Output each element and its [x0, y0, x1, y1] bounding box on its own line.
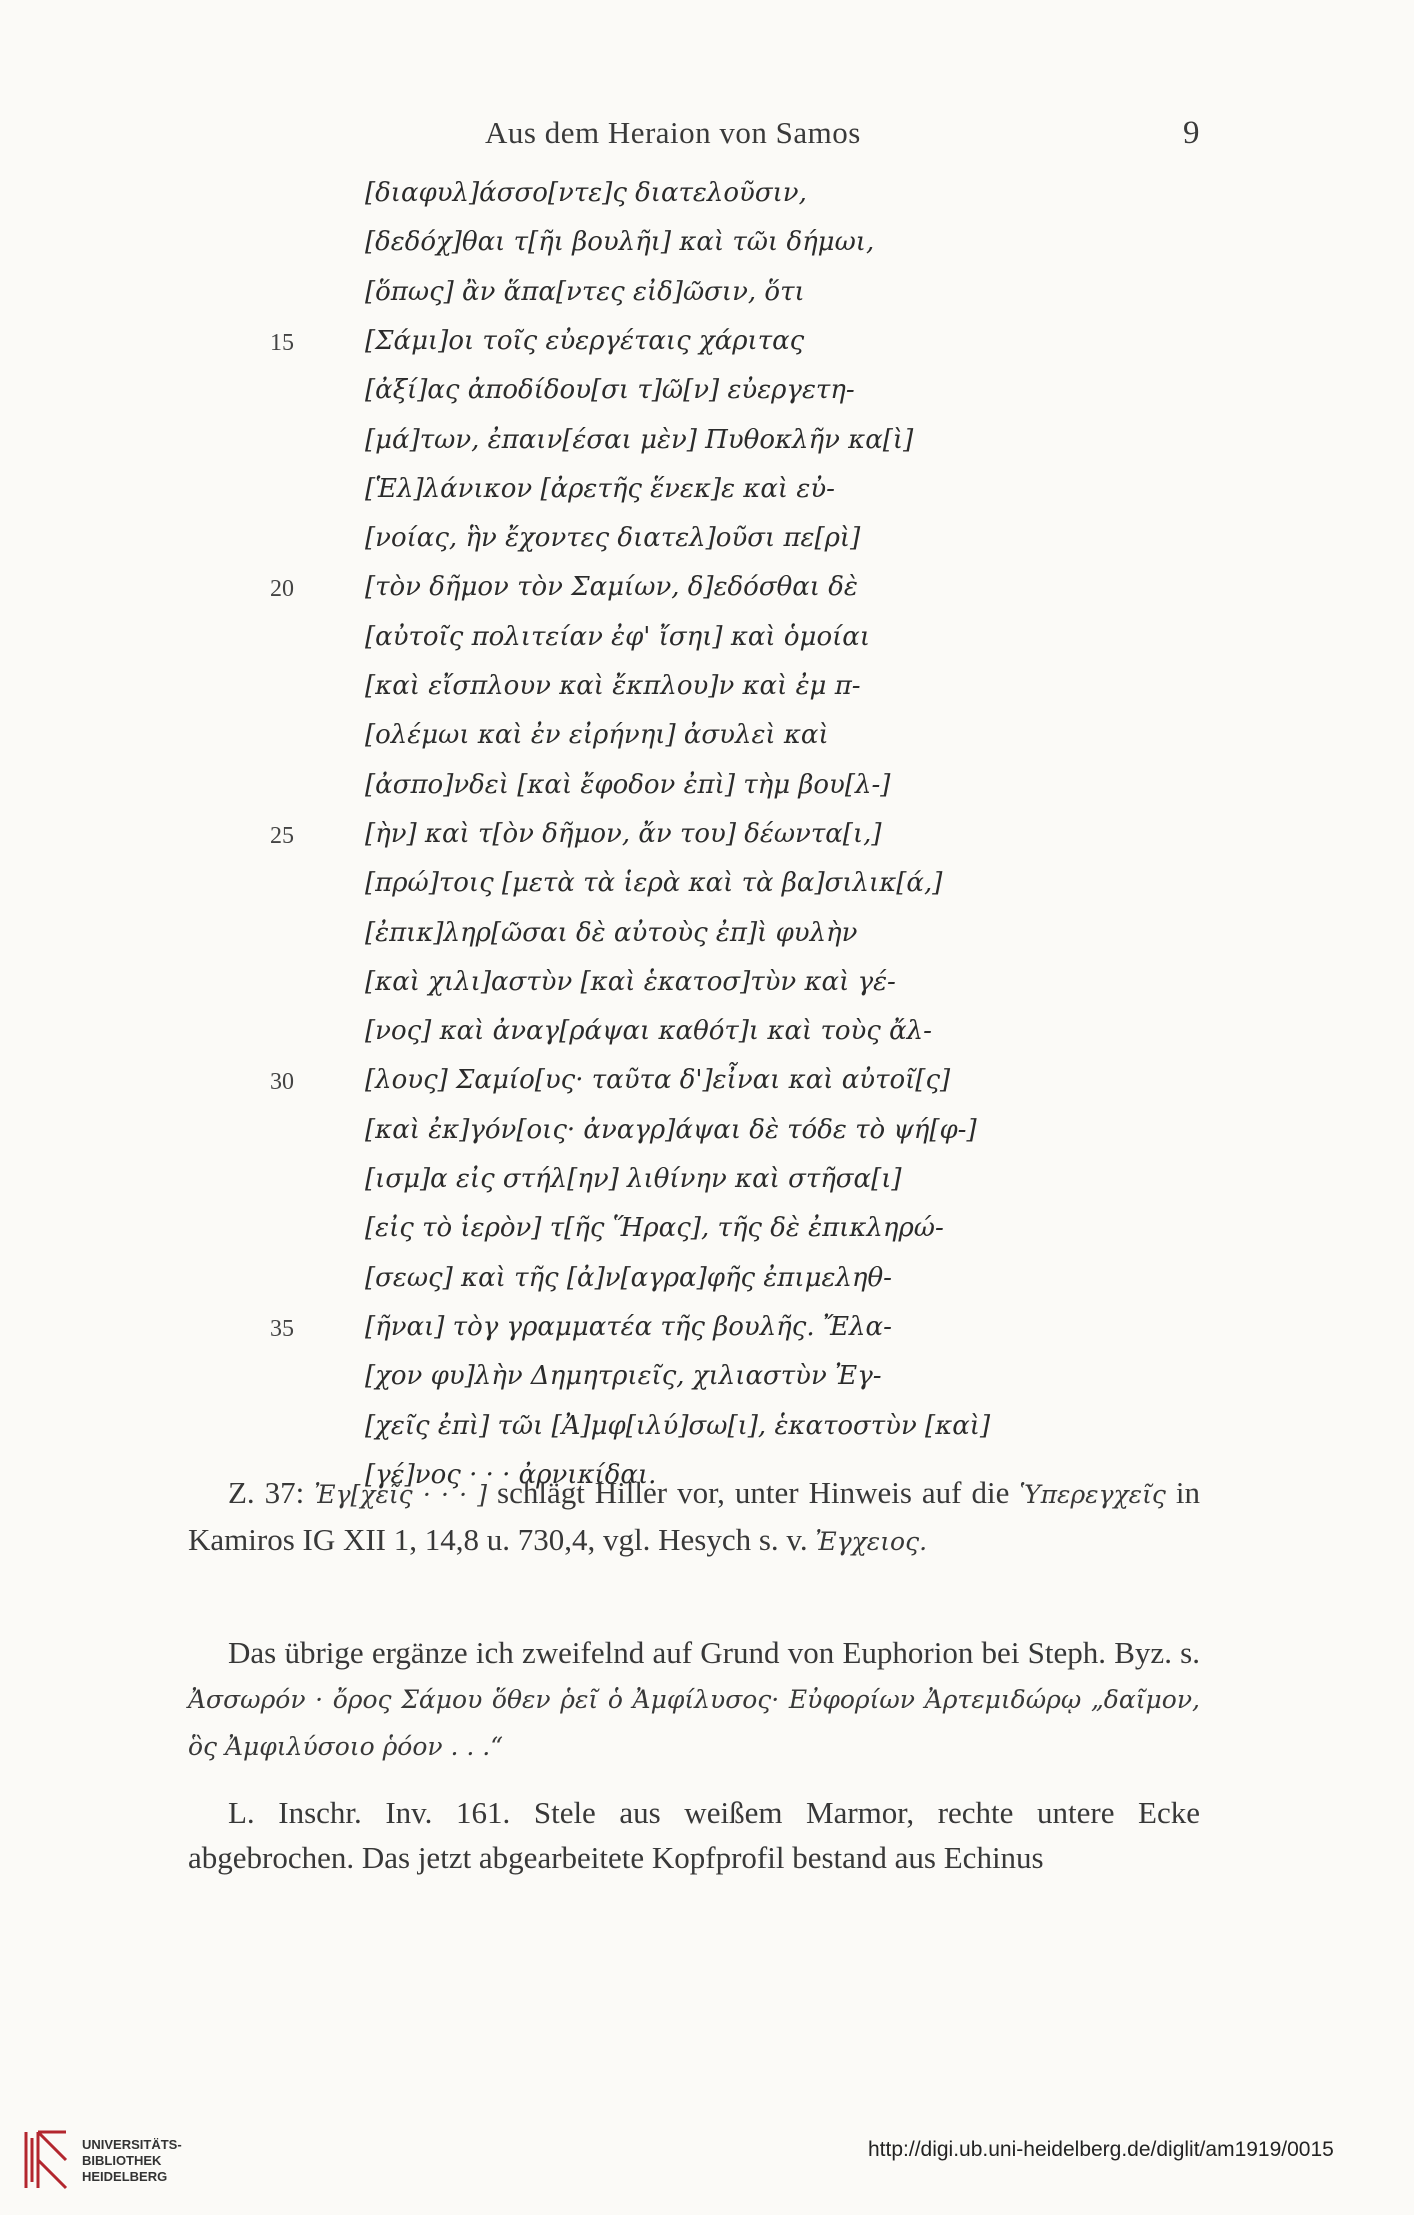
inscription-line [0, 910, 1414, 954]
greek-quote: Ἀσσωρόν · ὄρος Σάμου ὅθεν ῥεῖ ὁ Ἀμφίλυσος· Εὐφορίων Ἀρτεμιδώρῳ „δαῖμον, ὃς Ἀμφιλύσοιο ῥόον . . .“ [188, 1685, 1200, 1761]
inscription-text-line: [ἐπικ]ληρ[ῶσαι δὲ αὐτοὺς ἐπ]ὶ φυλὴν [365, 917, 858, 948]
note-text: schlägt Hiller vor, unter Hinweis auf die [487, 1475, 1010, 1510]
inscription-text-line: [τὸν δῆμον τὸν Σαμίων, δ]εδόσθαι δὲ [365, 572, 858, 603]
inscription-line [0, 318, 1414, 362]
inscription-line [0, 564, 1414, 608]
inscription-line [0, 663, 1414, 707]
inscription-line [0, 1304, 1414, 1348]
inscription-text-line: [καὶ ἐκ]γόν[οις· ἀναγρ]άψαι δὲ τόδε τὸ ψή[φ-] [365, 1114, 977, 1145]
inscription-line [0, 1008, 1414, 1052]
greek-term: Ἐγ[χεῖς · · · ] [314, 1480, 488, 1509]
inscription-text-line: [ἀσπο]νδεὶ [καὶ ἔφοδον ἐπὶ] τὴμ βου[λ-] [365, 769, 891, 800]
inscription-line [0, 762, 1414, 806]
line-number: 15 [270, 329, 294, 356]
running-title: Aus dem Heraion von Samos [485, 115, 861, 150]
line-number: 25 [270, 822, 294, 849]
inscription-line [0, 1205, 1414, 1249]
line-number: 30 [270, 1069, 294, 1096]
inscription-text-line: [ισμ]α εἰς στήλ[ην] λιθίνην καὶ στῆσα[ι] [365, 1164, 902, 1194]
inscription-text-line: [ὴν] καὶ τ[ὸν δῆμον, ἄν του] δέωντα[ι,] [365, 818, 882, 849]
inscription-line [0, 1255, 1414, 1299]
inscription-line [0, 1353, 1414, 1397]
inscription-text-line: [πρώ]τοις [μετὰ τὰ ἱερὰ καὶ τὰ βα]σιλικ[ά,] [365, 868, 943, 899]
inscription-line [0, 170, 1414, 214]
inscription-text-line: [Σάμι]οι τοῖς εὐεργέταις χάριτας [365, 325, 805, 356]
inscription-text-line: [ολέμωι καὶ ἐν εἰρήνηι] ἀσυλεὶ καὶ [365, 720, 829, 751]
inscription-text-line: [ὅπως] ἂν ἅπα[ντες εἰδ]ῶσιν, ὅτι [365, 276, 805, 307]
inscription-text-line: [καὶ χιλι]αστὺν [καὶ ἑκατοσ]τὺν καὶ γέ- [365, 966, 896, 997]
inscription-text-line: [εἰς τὸ ἱερὸν] τ[ῆς Ἥρας], τῆς δὲ ἐπικληρώ- [365, 1213, 944, 1244]
inscription-text-line: [καὶ εἴσπλουν καὶ ἔκπλου]ν καὶ ἐμ π- [365, 671, 861, 701]
inscription-text-line: [διαφυλ]άσσο[ντε]ς διατελοῦσιν, [365, 178, 807, 208]
inscription-line [0, 860, 1414, 904]
inscription-line [0, 219, 1414, 263]
inscription-text-line: [σεως] καὶ τῆς [ἀ]ν[αγρα]φῆς ἐπιμεληθ- [365, 1262, 892, 1293]
inscription-line [0, 959, 1414, 1003]
inscription-line [0, 515, 1414, 559]
inscription-text-line: [νοίας, ἣν ἔχοντες διατελ]οῦσι πε[ρὶ] [365, 523, 861, 554]
inscription-text-line: [αὐτοῖς πολιτείαν ἐφ' ἴσηι] καὶ ὁμοίαι [365, 621, 871, 652]
note-stele-description [188, 1790, 1200, 1880]
note-text: Das übrige ergänze ich zweifelnd auf Grund von Euphorion bei Steph. Byz. s. [228, 1635, 1200, 1670]
inscription-line [0, 269, 1414, 313]
inscription-text-line: [χεῖς ἐπὶ] τῶι [Ἀ]μφ[ιλύ]σω[ι], ἑκατοστὺν [καὶ] [365, 1410, 991, 1441]
inscription-text-line: [μά]των, ἐπαιν[έσαι μὲν] Πυθοκλῆν κα[ὶ] [365, 424, 914, 455]
note-text: L. Inschr. Inv. 161. Stele aus weißem Marmor, rechte untere Ecke abgebrochen. Das jetzt abgearbeitete Kopfprofil bestand aus Echinus [188, 1795, 1200, 1875]
inscription-line [0, 712, 1414, 756]
line-number: 35 [270, 1315, 294, 1342]
inscription-text-line: [ἀξί]ας ἀποδίδου[σι τ]ῶ[ν] εὐεργετη- [365, 375, 855, 406]
note-text: in Kamiros IG XII 1, 14,8 u. 730,4, vgl. Hesych s. v. [188, 1475, 1201, 1557]
page-number: 9 [1183, 115, 1200, 151]
library-name: UNIVERSITÄTS- BIBLIOTHEK HEIDELBERG [82, 2137, 182, 2184]
inscription-text-line: [δεδόχ]θαι τ[ῆι βουλῆι] καὶ τῶι δήμωι, [365, 227, 875, 258]
inscription-text-line: [λους] Σαμίο[υς· ταῦτα δ']εἶναι καὶ αὐτοῖ[ς] [365, 1065, 951, 1096]
greek-term: Ἐγχειος. [815, 1527, 928, 1556]
inscription-line [0, 614, 1414, 658]
note-label: Z. 37: [228, 1475, 315, 1510]
page-header [0, 115, 1414, 155]
inscription-line [0, 417, 1414, 461]
library-logo-icon [18, 2128, 74, 2192]
inscription-line [0, 811, 1414, 855]
inscription-text-line: [νος] καὶ ἀναγ[ράψαι καθότ]ι καὶ τοὺς ἄλ- [365, 1016, 932, 1047]
inscription-line [0, 1057, 1414, 1101]
inscription-text-line: [γέ]νος · · · ἀρνικίδαι. [365, 1459, 657, 1490]
source-url-link[interactable]: http://digi.ub.uni-heidelberg.de/diglit/am1919/0015 [868, 2138, 1334, 2161]
inscription-line [0, 367, 1414, 411]
inscription-line [0, 1156, 1414, 1200]
inscription-text-line: [ῆναι] τὸγ γραμματέα τῆς βουλῆς. Ἔλα- [365, 1311, 892, 1342]
inscription-line [0, 466, 1414, 510]
note-line-37 [188, 1470, 1200, 1564]
line-number: 20 [270, 576, 294, 603]
inscription-text-line: [Ἑλ]λάνικον [ἀρετῆς ἕνεκ]ε καὶ εὐ- [365, 473, 835, 504]
greek-term: Ὑπερεγχεῖς [1019, 1480, 1166, 1509]
note-euphorion [188, 1630, 1200, 1769]
inscription-text-line: [χον φυ]λὴν Δημητριεῖς, χιλιαστὺν Ἐγ- [365, 1361, 882, 1392]
page-footer [0, 2120, 1414, 2200]
inscription-line [0, 1403, 1414, 1447]
inscription-line [0, 1107, 1414, 1151]
